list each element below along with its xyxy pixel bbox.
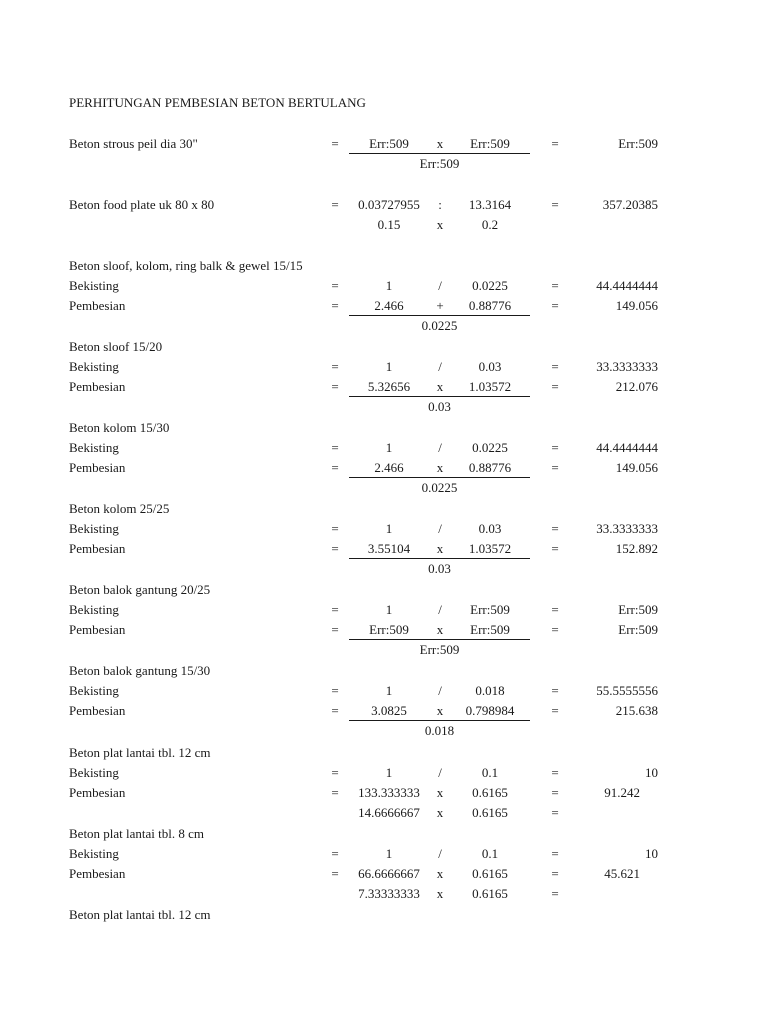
operand-a: 1 [385, 359, 393, 374]
operand-a: Err:509 [369, 622, 409, 637]
row-label: Beton kolom 15/30 [69, 420, 170, 435]
operator: / [438, 278, 442, 293]
operand-b: 1.03572 [468, 541, 512, 556]
operand-b: 0.6165 [472, 785, 508, 800]
operand-b: 0.6165 [472, 866, 508, 881]
operand-a: 1 [385, 278, 393, 293]
calc-row [0, 134, 768, 154]
row-label: Beton sloof 15/20 [69, 339, 163, 354]
calc-row [0, 337, 768, 357]
row-label: Bekisting [69, 440, 119, 455]
equals-sign: = [551, 602, 559, 617]
equals-sign: = [331, 602, 339, 617]
calc-row [0, 256, 768, 276]
equals-sign: = [331, 379, 339, 394]
result-value: Err:509 [618, 622, 658, 637]
row-label: Bekisting [69, 359, 119, 374]
equals-sign: = [551, 197, 559, 212]
calc-row [0, 884, 768, 904]
calc-row [0, 844, 768, 864]
equals-sign: = [551, 136, 559, 151]
operand-b: 0.6165 [472, 886, 508, 901]
equals-sign: = [551, 379, 559, 394]
row-label: Bekisting [69, 765, 119, 780]
row-label: Bekisting [69, 846, 119, 861]
row-label: Pembesian [69, 298, 126, 313]
operand-a: 3.55104 [367, 541, 411, 556]
equals-sign: = [331, 460, 339, 475]
operand-b: 0.03 [478, 521, 502, 536]
operand-b: 0.88776 [468, 298, 512, 313]
calc-row [0, 803, 768, 823]
equals-sign: = [331, 765, 339, 780]
operand-a: 1 [385, 602, 393, 617]
operand-b: 0.0225 [472, 278, 508, 293]
row-label: Beton balok gantung 15/30 [69, 663, 211, 678]
operand-a: 133.333333 [358, 785, 420, 800]
calc-row [0, 743, 768, 763]
calc-row [0, 600, 768, 620]
operator: / [438, 602, 442, 617]
row-label: Beton food plate uk 80 x 80 [69, 197, 215, 212]
calc-row [0, 681, 768, 701]
operator: x [436, 866, 444, 881]
operator: / [438, 440, 442, 455]
operand-a: 1 [385, 440, 393, 455]
operator: x [436, 886, 444, 901]
operand-b: 0.2 [481, 217, 499, 232]
calc-row [0, 438, 768, 458]
denominator-value: 0.03 [428, 399, 451, 414]
equals-sign: = [551, 866, 559, 881]
operator: / [438, 846, 442, 861]
result-value: 44.4444444 [596, 440, 658, 455]
operand-a: 2.466 [374, 460, 404, 475]
calc-row [0, 519, 768, 539]
equals-sign: = [331, 541, 339, 556]
operand-b: 0.1 [481, 765, 499, 780]
result-value: 45.621 [604, 866, 640, 881]
row-label: Beton balok gantung 20/25 [69, 582, 211, 597]
equals-sign: = [551, 765, 559, 780]
operator: + [436, 298, 444, 313]
calc-row [0, 215, 768, 235]
equals-sign: = [551, 886, 559, 901]
equals-sign: = [331, 521, 339, 536]
denominator-value: 0.0225 [421, 480, 458, 495]
equals-sign: = [551, 298, 559, 313]
result-value: 215.638 [615, 703, 658, 718]
result-value: 149.056 [615, 298, 658, 313]
equals-sign: = [551, 359, 559, 374]
row-label: Beton kolom 25/25 [69, 501, 170, 516]
operand-a: 7.33333333 [358, 886, 420, 901]
row-label: Pembesian [69, 379, 126, 394]
row-label: Pembesian [69, 460, 126, 475]
row-label: Bekisting [69, 278, 119, 293]
result-value: 91.242 [604, 785, 640, 800]
row-label: Bekisting [69, 602, 119, 617]
operand-b: Err:509 [470, 136, 510, 151]
equals-sign: = [551, 460, 559, 475]
document-title: PERHITUNGAN PEMBESIAN BETON BERTULANG [69, 95, 366, 110]
equals-sign: = [331, 136, 339, 151]
operator: / [438, 765, 442, 780]
operator: x [436, 217, 444, 232]
result-value: 10 [645, 846, 658, 861]
operator: x [436, 785, 444, 800]
equals-sign: = [331, 683, 339, 698]
operand-a: 1 [385, 683, 393, 698]
calc-row [0, 458, 768, 478]
operand-b: 1.03572 [468, 379, 512, 394]
operand-b: 0.6165 [472, 805, 508, 820]
denominator-value: Err:509 [419, 156, 460, 171]
operand-a: 1 [385, 846, 393, 861]
equals-sign: = [331, 298, 339, 313]
result-value: 33.3333333 [596, 521, 658, 536]
calc-row [0, 195, 768, 215]
denominator-value: 0.03 [428, 561, 451, 576]
row-label: Beton strous peil dia 30" [69, 136, 198, 151]
operand-a: 0.15 [377, 217, 401, 232]
row-label: Bekisting [69, 521, 119, 536]
calc-row [0, 783, 768, 803]
equals-sign: = [331, 278, 339, 293]
equals-sign: = [331, 197, 339, 212]
operator: : [438, 197, 442, 212]
equals-sign: = [551, 785, 559, 800]
operator: / [438, 521, 442, 536]
operand-b: Err:509 [470, 602, 510, 617]
calc-row [0, 661, 768, 681]
equals-sign: = [331, 359, 339, 374]
denominator-value: 0.018 [424, 723, 455, 738]
equals-sign: = [551, 278, 559, 293]
operator: x [436, 460, 444, 475]
operand-b: 0.1 [481, 846, 499, 861]
equals-sign: = [551, 622, 559, 637]
operator: / [438, 683, 442, 698]
row-label: Pembesian [69, 785, 126, 800]
row-label: Beton plat lantai tbl. 8 cm [69, 826, 205, 841]
result-value: Err:509 [618, 602, 658, 617]
result-value: 152.892 [615, 541, 658, 556]
result-value: 10 [645, 765, 658, 780]
operand-b: Err:509 [470, 622, 510, 637]
equals-sign: = [551, 541, 559, 556]
operator: x [436, 703, 444, 718]
result-value: 212.076 [615, 379, 658, 394]
equals-sign: = [331, 866, 339, 881]
equals-sign: = [331, 622, 339, 637]
result-value: Err:509 [618, 136, 658, 151]
operand-b: 0.798984 [465, 703, 515, 718]
calc-row [0, 499, 768, 519]
equals-sign: = [551, 440, 559, 455]
row-label: Bekisting [69, 683, 119, 698]
calc-row [0, 763, 768, 783]
operator: x [436, 541, 444, 556]
equals-sign: = [551, 805, 559, 820]
equals-sign: = [551, 846, 559, 861]
calc-row [0, 905, 768, 925]
result-value: 149.056 [615, 460, 658, 475]
operator: / [438, 359, 442, 374]
result-value: 357.20385 [602, 197, 658, 212]
equals-sign: = [551, 521, 559, 536]
calc-row [0, 357, 768, 377]
row-label: Beton plat lantai tbl. 12 cm [69, 907, 211, 922]
result-value: 55.5555556 [596, 683, 658, 698]
operand-b: 13.3164 [468, 197, 512, 212]
calc-row [0, 824, 768, 844]
equals-sign: = [331, 440, 339, 455]
operand-a: 66.6666667 [358, 866, 420, 881]
row-label: Pembesian [69, 703, 126, 718]
operator: x [436, 622, 444, 637]
calc-row [0, 580, 768, 600]
calc-row [0, 418, 768, 438]
equals-sign: = [551, 703, 559, 718]
result-value: 44.4444444 [596, 278, 658, 293]
operator: x [436, 136, 444, 151]
calc-row [0, 539, 768, 559]
operand-a: 5.32656 [367, 379, 411, 394]
calc-row [0, 276, 768, 296]
calc-row [0, 296, 768, 316]
row-label: Beton plat lantai tbl. 12 cm [69, 745, 211, 760]
operand-a: 0.03727955 [358, 197, 420, 212]
row-label: Pembesian [69, 866, 126, 881]
operand-b: 0.018 [475, 683, 505, 698]
operand-a: 14.6666667 [358, 805, 420, 820]
row-label: Pembesian [69, 541, 126, 556]
denominator-value: Err:509 [419, 642, 460, 657]
operand-a: 2.466 [374, 298, 404, 313]
operand-b: 0.03 [478, 359, 502, 374]
row-label: Beton sloof, kolom, ring balk & gewel 15/15 [69, 258, 303, 273]
operand-b: 0.88776 [468, 460, 512, 475]
row-label: Pembesian [69, 622, 126, 637]
calc-row [0, 620, 768, 640]
equals-sign: = [331, 785, 339, 800]
operand-a: 3.0825 [371, 703, 407, 718]
calc-row [0, 377, 768, 397]
equals-sign: = [551, 683, 559, 698]
equals-sign: = [331, 703, 339, 718]
operator: x [436, 379, 444, 394]
calc-row [0, 701, 768, 721]
calc-row [0, 864, 768, 884]
operand-a: Err:509 [369, 136, 409, 151]
operand-b: 0.0225 [472, 440, 508, 455]
equals-sign: = [331, 846, 339, 861]
operator: x [436, 805, 444, 820]
result-value: 33.3333333 [596, 359, 658, 374]
operand-a: 1 [385, 521, 393, 536]
operand-a: 1 [385, 765, 393, 780]
denominator-value: 0.0225 [421, 318, 458, 333]
